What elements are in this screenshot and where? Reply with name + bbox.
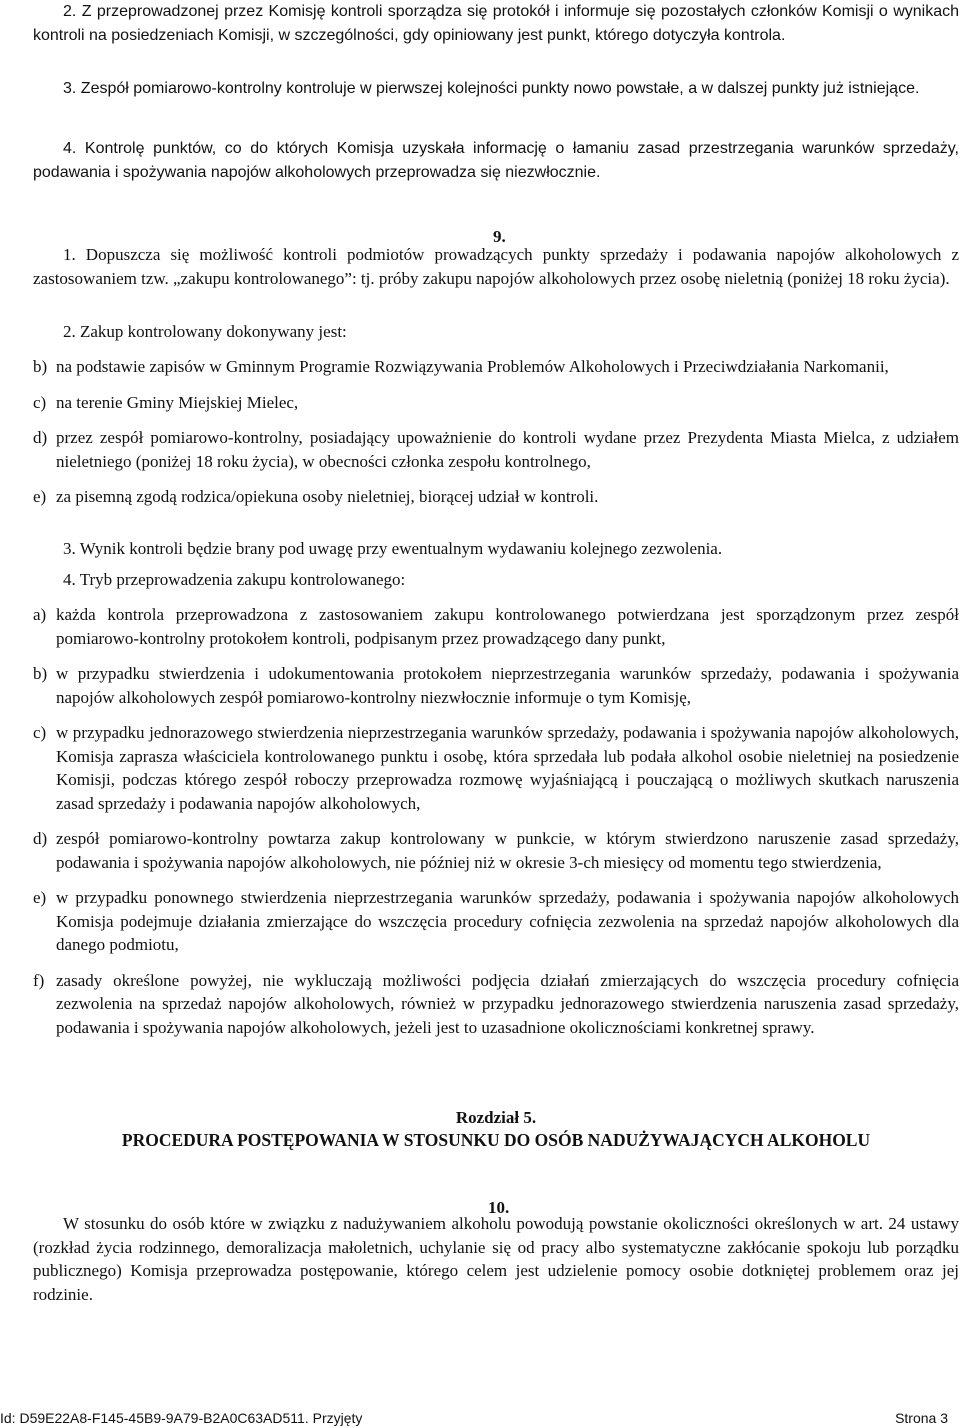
list-item <box>33 603 959 650</box>
section-9-paragraph-1: 1. Dopuszcza się możliwość kontroli podmiotów prowadzących punkty sprzedaży i podawania napojów alkoholowych z zastosowaniem tzw. „zakupu kontrolowanego”: tj. próby zakupu napojów alkoholowych przez osobę nieletnią (poniżej 18 roku życia). <box>33 245 959 288</box>
list-item-label: d) <box>33 829 48 848</box>
section-9-list-2 <box>33 355 959 509</box>
section-10-heading: 10. <box>488 1198 510 1217</box>
list-item-label: a) <box>33 605 47 624</box>
paragraph-3: 3. Zespół pomiarowo-kontrolny kontroluje w pierwszej kolejności punkty nowo powstałe, a w dalszej punkty już istniejące. <box>63 80 920 97</box>
section-10-paragraph-1: W stosunku do osób które w związku z nadużywaniem alkoholu powodują powstanie okoliczności określonych w art. 24 ustawy (rozkład życia rodzinnego, demoralizacja małoletnich, uchylanie się od pracy albo systematyczne zakłócanie spokoju lub porządku publicznego) Komisja przeprowadza postępowanie, którego celem jest udzielenie pomocy osobie dotkniętej problemem oraz jej rodzinie. <box>33 1214 959 1304</box>
section-9-list-4 <box>33 603 959 1039</box>
list-item <box>33 969 959 1040</box>
list-item-text: za pisemną zgodą rodzica/opiekuna osoby nieletniej, biorącej udział w kontroli. <box>56 487 599 506</box>
paragraph-4: 4. Kontrolę punktów, co do których Komisja uzyskała informację o łamaniu zasad przestrzegania warunków sprzedaży, podawania i spożywania napojów alkoholowych przeprowadza się niezwłocznie. <box>33 140 959 181</box>
list-item <box>33 355 959 379</box>
list-item-label: c) <box>33 392 47 412</box>
list-item-label: e) <box>33 487 47 506</box>
chapter-5-subtitle: PROCEDURA POSTĘPOWANIA W STOSUNKU DO OSÓB NADUŻYWAJĄCYCH ALKOHOLU <box>121 1130 871 1150</box>
list-item-text: na terenie Gminy Miejskiej Mielec, <box>56 392 299 412</box>
section-9-heading: 9. <box>493 227 506 246</box>
list-item-text: zasady określone powyżej, nie wykluczają możliwości podjęcia działań zmierzających do wszczęcia procedury cofnięcia zezwolenia na sprzedaż napojów alkoholowych, również w przypadku jednorazowego stwierdzenia naruszenia zasad sprzedaży, podawania i spożywania napojów alkoholowych, jeżeli jest to uzasadnione okolicznościami konkretnej sprawy. <box>56 970 959 1037</box>
list-item-label: b) <box>33 357 48 376</box>
list-item <box>33 886 959 957</box>
list-item-text: w przypadku stwierdzenia i udokumentowania protokołem nieprzestrzegania warunków sprzedaży, podawania i spożywania napojów alkoholowych zespół pomiarowo-kontrolny niezwłocznie informuje o tym Komisję, <box>56 664 959 707</box>
list-item-label: d) <box>33 428 48 447</box>
section-9-paragraph-2: 2. Zakup kontrolowany dokonywany jest: <box>63 322 347 341</box>
list-item-text: w przypadku jednorazowego stwierdzenia nieprzestrzegania warunków sprzedaży, podawania i spożywania napojów alkoholowych, Komisja zaprasza właściciela kontrolowanego punktu i osobę, która sprzedała lub podała alkohol osobie nieletniej na posiedzenie Komisji, podczas którego zespół roboczy przeprowadza rozmowę wyjaśniającą i pouczającą o możliwych skutkach naruszenia zasad sprzedaży i podawania napojów alkoholowych, <box>56 723 959 813</box>
section-9-paragraph-4: 4. Tryb przeprowadzenia zakupu kontrolowanego: <box>63 570 406 589</box>
list-item <box>33 485 959 509</box>
list-item <box>33 721 959 815</box>
list-item-text: na podstawie zapisów w Gminnym Programie Rozwiązywania Problemów Alkoholowych i Przeciwdziałania Narkomanii, <box>56 357 889 376</box>
list-item <box>33 827 959 874</box>
paragraph-2: 2. Z przeprowadzonej przez Komisję kontroli sporządza się protokół i informuje się pozostałych członków Komisji o wynikach kontroli na posiedzeniach Komisji, w szczególności, gdy opiniowany jest punkt, którego dotyczyła kontrola. <box>33 3 959 44</box>
list-item-text: zespół pomiarowo-kontrolny powtarza zakup kontrolowany w punkcie, w którym stwierdzono naruszenie zasad sprzedaży, podawania i spożywania napojów alkoholowych, nie później niż w okresie 3-ch miesięcy od momentu tego stwierdzenia, <box>56 829 959 872</box>
page-number: Strona 3 <box>895 1410 948 1426</box>
list-item <box>33 391 959 415</box>
list-item-label: f) <box>33 970 45 990</box>
list-item <box>33 426 959 473</box>
list-item-text: każda kontrola przeprowadzona z zastosowaniem zakupu kontrolowanego potwierdzana jest sporządzonym przez zespół pomiarowo-kontrolny protokołem kontroli, podpisanym przez prowadzącego dany punkt, <box>56 605 959 648</box>
list-item <box>33 662 959 709</box>
page-footer <box>0 1409 960 1428</box>
list-item-label: b) <box>33 664 48 683</box>
chapter-5-title: Rozdział 5. <box>455 1108 537 1127</box>
list-item-label: e) <box>33 888 47 907</box>
document-id: Id: D59E22A8-F145-45B9-9A79-B2A0C63AD511. Przyjęty <box>0 1410 363 1426</box>
list-item-label: c) <box>33 723 47 742</box>
list-item-text: przez zespół pomiarowo-kontrolny, posiadający upoważnienie do kontroli wydane przez Prezydenta Miasta Mielca, z udziałem nieletniego (poniżej 18 roku życia), w obecności członka zespołu kontrolnego, <box>56 428 959 471</box>
section-9-paragraph-3: 3. Wynik kontroli będzie brany pod uwagę przy ewentualnym wydawaniu kolejnego zezwolenia. <box>63 539 723 558</box>
list-item-text: w przypadku ponownego stwierdzenia nieprzestrzegania warunków sprzedaży, podawania i spożywania napojów alkoholowych Komisja podejmuje działania zmierzające do wszczęcia procedury cofnięcia zezwolenia na sprzedaż napojów alkoholowych dla danego podmiotu, <box>56 888 959 954</box>
